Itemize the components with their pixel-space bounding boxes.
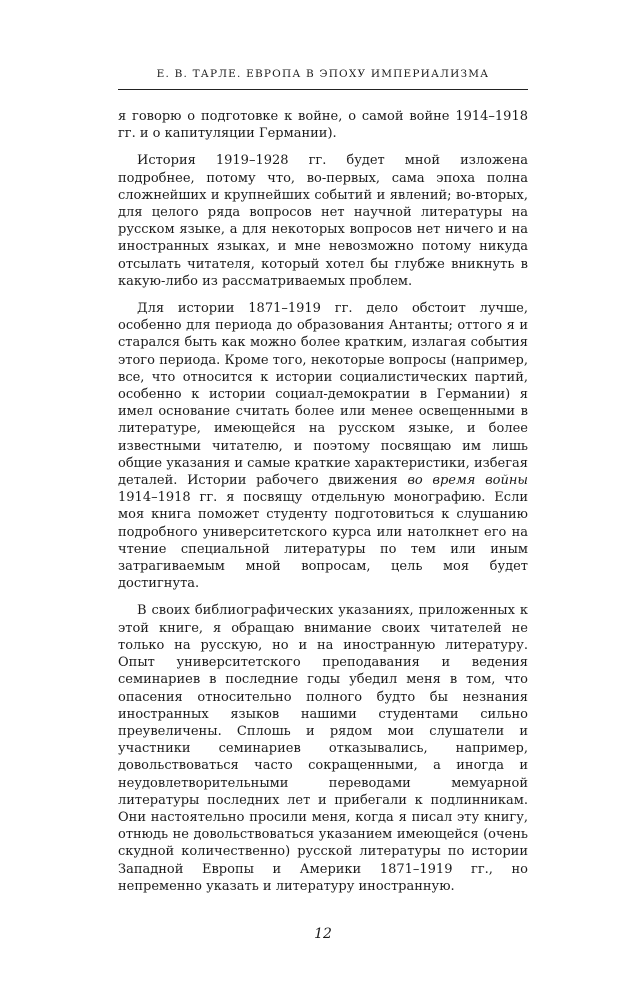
- page-number: 12: [314, 926, 332, 942]
- paragraph-3-part-1: Для истории 1871–1919 гг. дело обстоит лучше, особенно для периода до образования Антанты; оттого я и старался быть как можно более кратким, излагая события этого периода. Кроме того, некоторые вопросы (например, все, что относится к истории социалистических партий, особенно к истории социал-демократии в Германии) я имел основание считать более или менее освещенными в литературе, имеющейся на русском языке, и более известными читателю, и поэтому посвящаю им лишь общие указания и самые краткие характеристики, избегая деталей. Истории рабочего движения: [118, 301, 528, 489]
- paragraph-3-part-2: 1914–1918 гг. я посвящу отдельную монографию. Если моя книга поможет студенту подготовиться к слушанию подробного университетского курса или натолкнет его на чтение специальной литературы по тем или иным затрагиваемым мной вопросам, цель моя будет достигнута.: [118, 490, 528, 592]
- paragraph-1: я говорю о подготовке к войне, о самой войне 1914–1918 гг. и о капитуляции Германии).: [118, 109, 528, 142]
- paragraph-3: [118, 300, 528, 592]
- paragraph-3-italic: во время войны: [407, 473, 528, 489]
- paragraph-2: История 1919–1928 гг. будет мной изложена подробнее, потому что, во-первых, сама эпоха полна сложнейших и крупнейших событий и явлений; во-вторых, для целого ряда вопросов нет научной литературы на русском языке, а для некоторых вопросов нет ничего и на иностранных языках, и мне невозможно потому никуда отсылать читателя, который хотел бы глубже вникнуть в какую-либо из рассматриваемых проблем.: [118, 153, 528, 289]
- header-rule: [118, 89, 528, 90]
- running-header: Е. В. ТАРЛЕ. ЕВРОПА В ЭПОХУ ИМПЕРИАЛИЗМА: [156, 68, 490, 80]
- paragraph-4: В своих библиографических указаниях, приложенных к этой книге, я обращаю внимание своих читателей не только на русскую, но и на иностранную литературу. Опыт университетского преподавания и ведения семинариев в последние годы убедил меня в том, что опасения относительно полного будто бы незнания иностранных языков нашими студентами сильно преувеличены. Сплошь и рядом мои слушатели и участники семинариев отказывались, например, довольствоваться часто сокращенными, а иногда и неудовлетворительными переводами мемуарной литературы последних лет и прибегали к подлинникам. Они настоятельно просили меня, когда я писал эту книгу, отнюдь не довольствоваться указанием имеющейся (очень скудной количественно) русской литературы по истории Западной Европы и Америки 1871–1919 гг., но непременно указать и литературу иностранную.: [118, 603, 528, 894]
- page-body: [118, 108, 528, 905]
